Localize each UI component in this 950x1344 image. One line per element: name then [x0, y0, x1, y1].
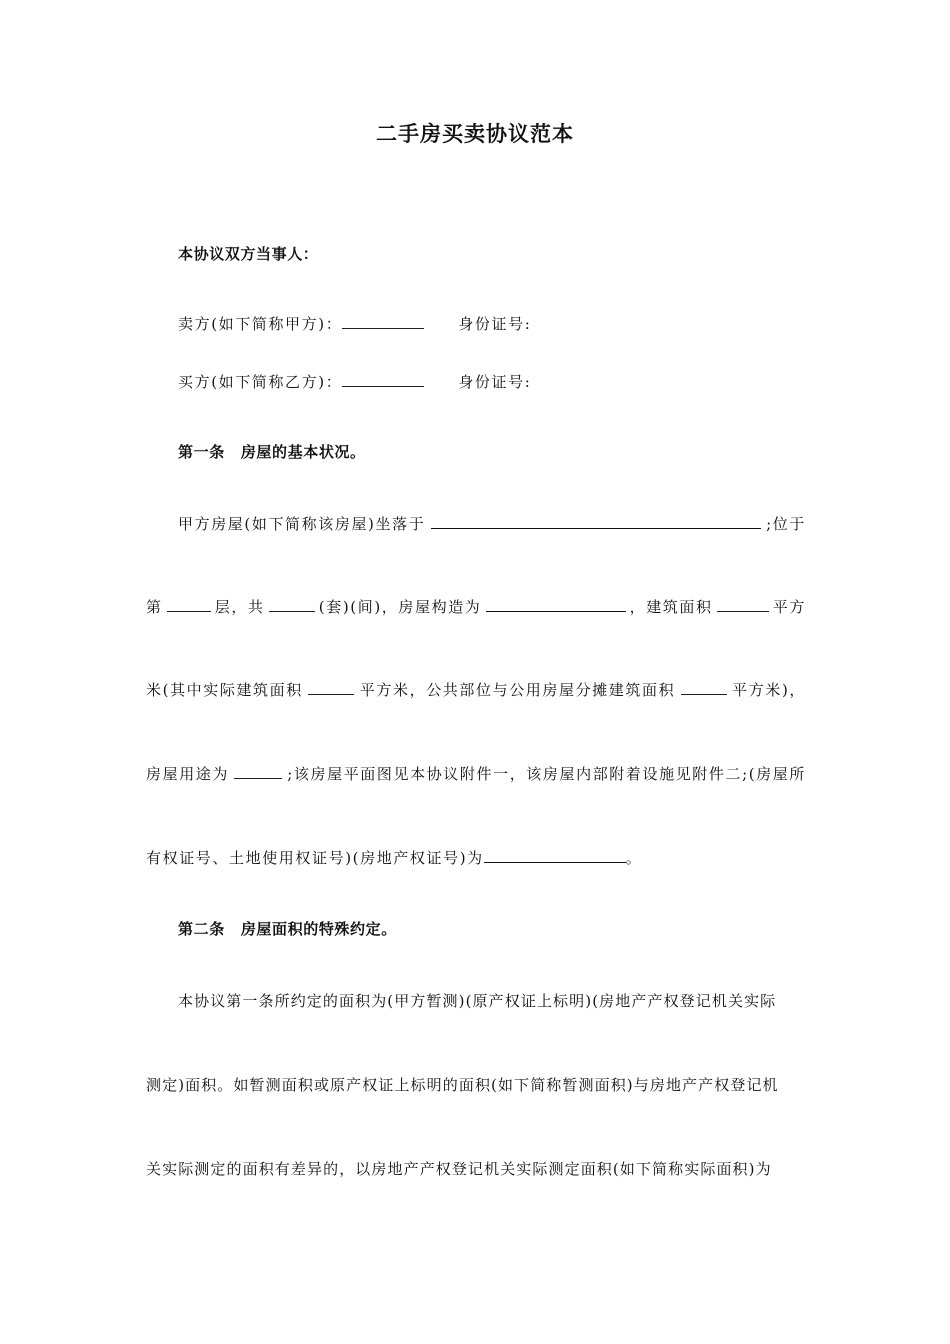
- location-blank: [431, 513, 761, 529]
- article1-l2-c: (套)(间)，房屋构造为: [318, 598, 482, 616]
- article1-l4-b: ;该房屋平面图见本协议附件一，该房屋内部附着设施见附件二;(房屋所: [287, 765, 806, 783]
- article1-l3-b: 平方米，公共部位与公用房屋分摊建筑面积: [359, 681, 676, 699]
- article1-l1-suffix: ;位于: [766, 515, 806, 533]
- article1-title: 房屋的基本状况。: [240, 443, 366, 461]
- building-area-blank: [717, 596, 769, 612]
- article1-number: 第一条: [178, 443, 225, 461]
- article1-l5-b: 。: [625, 849, 643, 867]
- article2-heading: [178, 918, 806, 940]
- article1-l2-d: ，建筑面积: [629, 598, 713, 616]
- article1-l2-b: 层，共: [214, 598, 265, 616]
- article1-heading: [178, 441, 806, 463]
- seller-name-blank: [342, 313, 424, 329]
- article2-line-2: 测定)面积。如暂测面积或原产权证上标明的面积(如下简称暂测面积)与房地产产权登记机: [146, 1076, 779, 1094]
- seller-line: [178, 313, 806, 335]
- article1-l2-a: 第: [146, 598, 163, 616]
- actual-area-blank: [308, 679, 354, 695]
- article2-number: 第二条: [178, 920, 225, 938]
- structure-blank: [486, 596, 626, 612]
- buyer-line: [178, 371, 806, 393]
- seller-label: 卖方(如下简称甲方)：: [178, 315, 343, 333]
- usage-blank: [234, 763, 282, 779]
- article1-l5-a: 有权证号、土地使用权证号)(房地产权证号)为: [146, 849, 484, 867]
- seller-id-label: 身份证号:: [458, 315, 532, 333]
- article1-line-2: [146, 596, 806, 618]
- article1-line-5: [146, 847, 806, 869]
- article1-line-1: [178, 513, 806, 535]
- floor-blank: [167, 596, 211, 612]
- article1-l3-c: 平方米)，: [732, 681, 806, 699]
- article1-l3-a: 米(其中实际建筑面积: [146, 681, 303, 699]
- article2-title: 房屋面积的特殊约定。: [240, 920, 397, 938]
- article1-l1-text: 甲方房屋(如下简称该房屋)坐落于: [178, 515, 426, 533]
- article2-line-3: 关实际测定的面积有差异的，以房地产产权登记机关实际测定面积(如下简称实际面积)为: [146, 1160, 772, 1178]
- document-title: 二手房买卖协议范本: [376, 121, 574, 146]
- article1-line-4: [146, 763, 806, 785]
- article1-line-3: [146, 679, 806, 701]
- article1-l4-a: 房屋用途为: [146, 765, 230, 783]
- article2-line-1: 本协议第一条所约定的面积为(甲方暂测)(原产权证上标明)(房地产产权登记机关实际: [178, 992, 777, 1010]
- article1-l2-e: 平方: [772, 598, 806, 616]
- buyer-name-blank: [342, 371, 424, 387]
- buyer-id-label: 身份证号:: [458, 373, 532, 391]
- total-floors-blank: [269, 596, 315, 612]
- certificate-number-blank: [484, 847, 626, 863]
- buyer-label: 买方(如下简称乙方)：: [178, 373, 343, 391]
- parties-intro: 本协议双方当事人：: [178, 245, 319, 263]
- shared-area-blank: [681, 679, 727, 695]
